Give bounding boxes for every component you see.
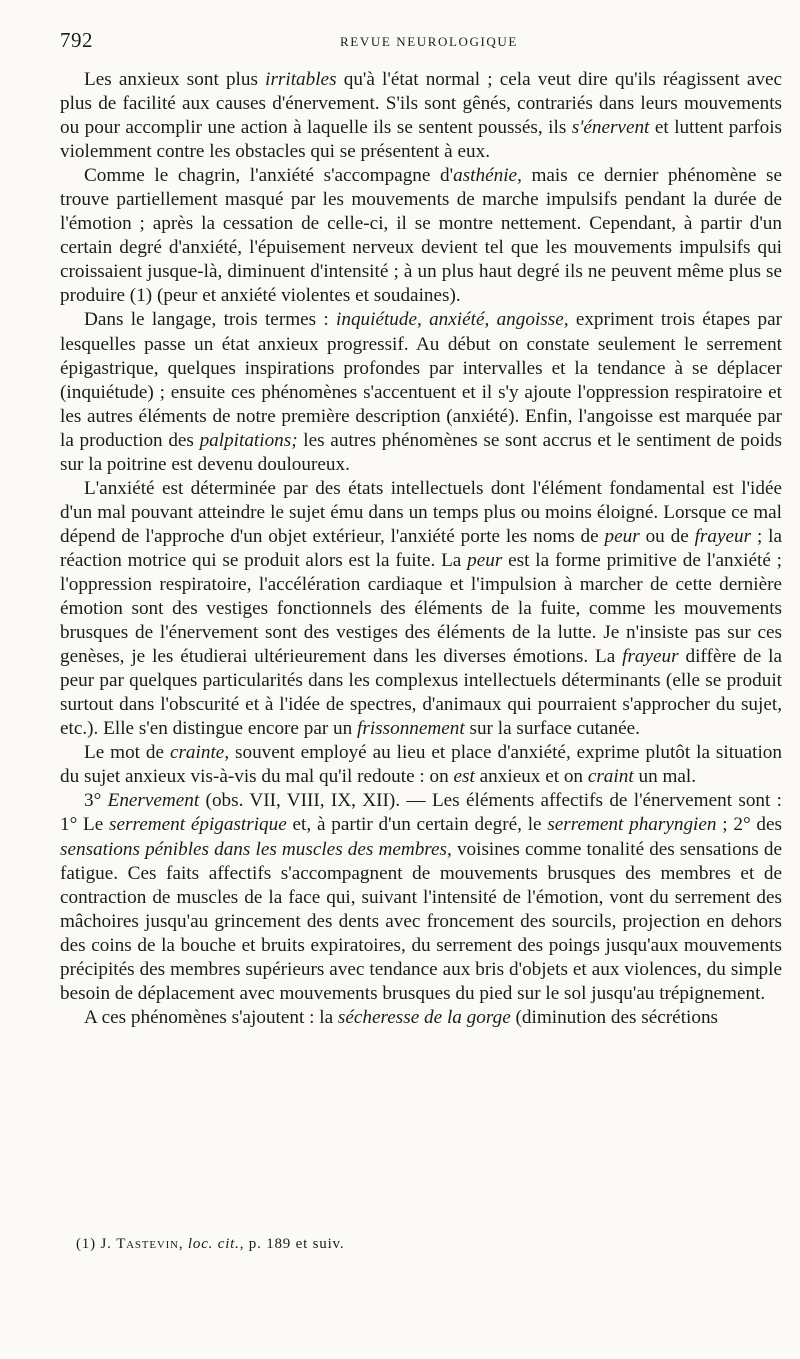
text-run: et luttent parfois violemment contre les obstacles qui se présentent à eux.	[60, 117, 782, 163]
text-run: Les anxieux sont plus	[84, 69, 266, 90]
text-run: ou de	[639, 525, 695, 547]
text-run: Comme le chagrin, l'anxiété s'accompagne d'	[84, 165, 454, 187]
text-run: expriment trois étapes par lesquelles passe un état anxieux progressif. Au début on constate seulement le serrement épigastrique, quelques inspirations profondes par intervalles et la tendance à se déplacer (inquiétude) ; ensuite ces phénomènes s'accentuent et il s'y ajoute l'oppression respiratoire et les autres éléments de notre première description (anxiété). Enfin, l'angoisse est marquée par la production des	[60, 309, 782, 451]
italic-term: serrement épigastrique	[109, 814, 287, 836]
text-run: (diminution des sécrétions	[510, 1006, 719, 1028]
text-run: Dans le langage, trois termes :	[84, 309, 337, 331]
text-run: les autres phénomènes se sont accrus et le sentiment de poids sur la poitrine est devenu douloureux.	[60, 429, 782, 475]
text-run: , mais ce dernier phénomène se trouve partiellement masqué par les mouvements de marche impulsifs pendant la durée de l'émotion ; après la cessation de celle-ci, il se montre nettement. Cependant, à partir d'un certain degré d'anxiété, l'épuisement nerveux devient tel que les mouvements impulsifs qui croissaient jusque-là, diminuent d'intensité ; à un plus haut degré ils ne peuvent même plus se produire (1) (peur et anxiété violentes et soudaines).	[60, 165, 783, 307]
italic-term: loc. cit.	[187, 1236, 240, 1252]
text-run: sur la surface cutanée.	[464, 718, 640, 740]
italic-term: crainte	[169, 742, 225, 764]
paragraph	[60, 308, 782, 476]
text-run: ; la réaction motrice qui se produit alors est la fuite. La	[60, 525, 782, 571]
text-run: qu'à l'état normal ; cela veut dire qu'ils réagissent avec plus de facilité aux causes d'énervement. S'ils sont gênés, contrariés dans leurs mouvements ou pour accomplir une action à laquelle ils se sentent poussés, ils	[60, 69, 782, 139]
running-title: REVUE NEUROLOGIQUE	[340, 34, 518, 49]
text-run: , p. 189 et suiv.	[239, 1236, 345, 1252]
paragraph	[60, 789, 782, 1005]
italic-term: frayeur	[694, 525, 752, 547]
page-number: 792	[60, 28, 93, 52]
italic-term: peur	[604, 525, 640, 547]
italic-term: serrement pharyngien	[547, 814, 717, 836]
text-run: Le mot de	[84, 742, 170, 764]
page-header	[60, 28, 758, 58]
text-run: et, à partir d'un certain degré, le	[286, 814, 548, 836]
article-body	[60, 68, 782, 1030]
author-name: Tastevin	[116, 1236, 179, 1252]
text-run: anxieux et on	[474, 766, 588, 788]
footnote	[76, 1236, 344, 1253]
text-run: (obs. VII, VIII, IX, XII). — Les éléments affectifs de l'énervement sont : 1° Le	[60, 790, 782, 836]
italic-term: sensations pénibles dans les muscles des membres,	[60, 838, 452, 860]
text-run: L'anxiété est déterminée par des états intellectuels dont l'élément fondamental est l'idée d'un mal pouvant atteindre le sujet ému dans un temps plus ou moins éloigné. Lorsque ce mal dépend de l'approche d'un objet extérieur, l'anxiété porte les noms de	[60, 477, 782, 547]
text-run: un mal.	[633, 766, 697, 788]
italic-term: palpitations;	[199, 429, 298, 451]
paragraph	[60, 68, 782, 164]
italic-term: asthénie	[453, 165, 518, 187]
italic-term: inquiétude, anxiété, angoisse,	[336, 309, 569, 331]
italic-term: frissonnement	[357, 718, 465, 740]
italic-term: sécheresse de la gorge	[337, 1006, 511, 1028]
text-run: ,	[178, 1236, 188, 1252]
paragraph	[60, 477, 782, 742]
paragraph	[60, 741, 782, 789]
text-run: 3°	[84, 790, 108, 812]
italic-term: craint	[587, 766, 634, 788]
text-run: est la forme primitive de l'anxiété ; l'oppression respiratoire, l'accélération cardiaque et l'impulsion à marcher de cette dernière émotion sont des vestiges fonctionnels des éléments de la fuite, comme les mouvements brusques de l'énervement sont des vestiges des éléments de la lutte. Je n'insiste pas sur ces genèses, je les étudierai ultérieurement dans les diverses émotions. La	[60, 549, 782, 668]
text-run: voisines comme tonalité des sensations de fatigue. Ces faits affectifs s'accompagnent de mouvements brusques des membres et de contraction de muscles de la face qui, suivant l'intensité de l'émotion, vont du serrement des mâchoires jusqu'au grincement des dents avec froncement des sourcils, projection en dehors des coins de la bouche et bruits expiratoires, du serrement des poings jusqu'aux mouvements précipités des membres supérieurs avec tendance aux bris d'objets et aux violences, du simple besoin de déplacement avec mouvements brusques du pied sur le sol jusqu'au trépignement.	[60, 838, 782, 1004]
italic-term: s'énervent	[571, 117, 650, 139]
italic-term: irritables	[265, 69, 337, 90]
paragraph	[60, 164, 782, 308]
paragraph	[60, 1006, 782, 1030]
italic-term: frayeur	[622, 646, 679, 668]
text-run: , souvent employé au lieu et place d'anxiété, exprime plutôt la situation du sujet anxieux vis-à-vis du mal qu'il redoute : on	[60, 742, 782, 788]
text-run: ; 2° des	[716, 814, 782, 836]
italic-term: Enervement	[107, 790, 200, 812]
text-run: A ces phénomènes s'ajoutent : la	[84, 1006, 338, 1028]
italic-term: est	[453, 766, 475, 788]
italic-term: peur	[467, 549, 503, 571]
text-run: (1) J.	[76, 1236, 117, 1252]
text-run: diffère de la peur par quelques particularités dans les complexus intellectuels déterminants (elle se produit surtout dans l'obscurité et à l'idée de spectres, d'animaux qui pourraient s'approcher du sujet, etc.). Elle s'en distingue encore par un	[60, 646, 782, 740]
